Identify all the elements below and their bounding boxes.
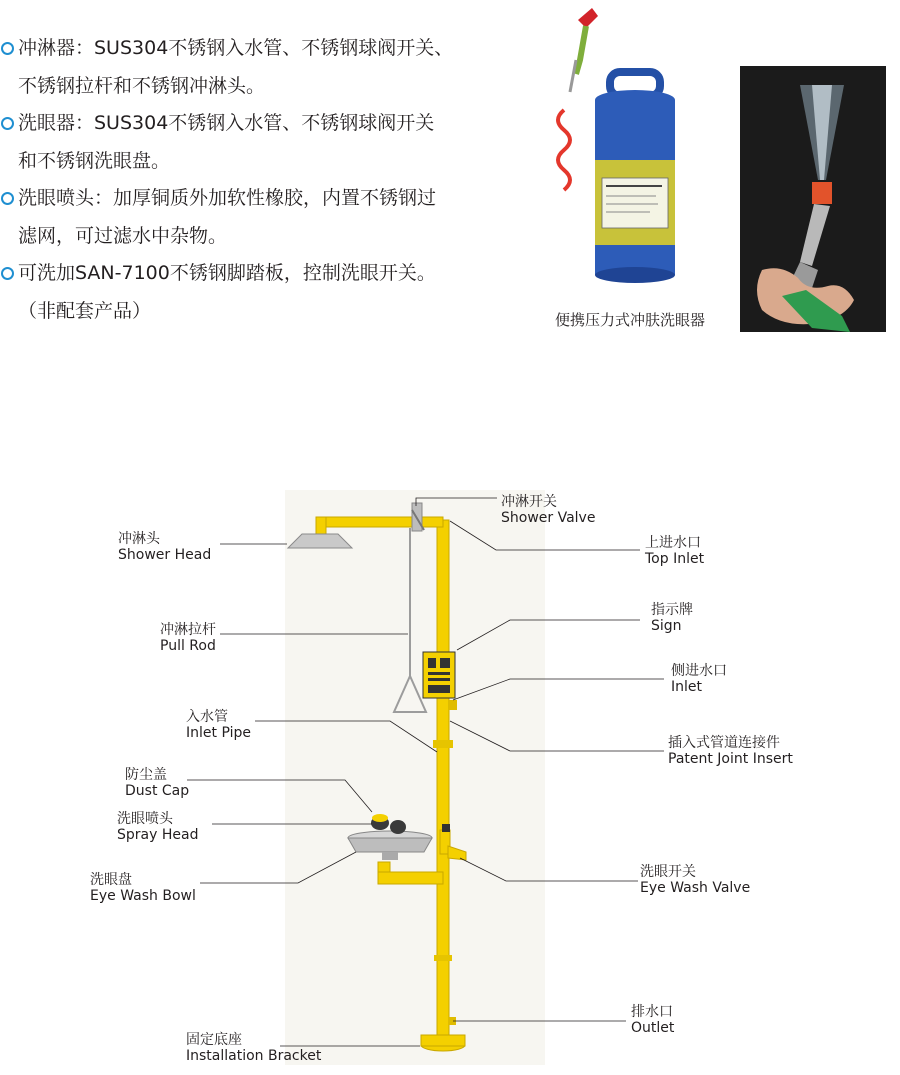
feature-line: 滤网，可过滤水中杂物。 <box>18 224 228 247</box>
label-en: Inlet <box>671 679 702 695</box>
spray-demo-photo <box>740 66 886 332</box>
label-en: Eye Wash Bowl <box>90 888 196 904</box>
label-en: Installation Bracket <box>186 1048 322 1064</box>
label-eye-wash-bowl <box>90 872 196 904</box>
bullet-circle-icon <box>1 192 14 205</box>
label-en: Spray Head <box>117 827 199 843</box>
feature-item <box>0 180 545 255</box>
label-spray-head <box>117 811 198 843</box>
label-patent-joint <box>668 735 793 767</box>
label-cn: 洗眼盘 <box>90 872 132 888</box>
label-sign <box>651 602 693 634</box>
label-cn: 防尘盖 <box>125 767 167 783</box>
feature-line: （非配套产品） <box>18 299 152 322</box>
label-en: Dust Cap <box>125 783 190 799</box>
label-cn: 侧进水口 <box>671 663 727 679</box>
feature-line: 不锈钢拉杆和不锈钢冲淋头。 <box>18 74 266 97</box>
label-cn: 入水管 <box>186 709 228 725</box>
label-en: Pull Rod <box>160 638 216 654</box>
feature-line: 和不锈钢洗眼盘。 <box>18 149 171 172</box>
sign-board <box>423 652 455 698</box>
bullet-circle-icon <box>1 42 14 55</box>
label-installation-bracket <box>186 1032 321 1064</box>
feature-item <box>0 105 545 180</box>
label-cn: 冲淋拉杆 <box>160 622 216 638</box>
label-en: Shower Valve <box>501 510 596 526</box>
bullet-circle-icon <box>1 267 14 280</box>
label-inlet <box>671 663 727 695</box>
feature-line: 洗眼器：SUS304不锈钢入水管、不锈钢球阀开关 <box>18 112 435 134</box>
label-en: Outlet <box>631 1020 675 1036</box>
label-cn: 排水口 <box>631 1004 673 1020</box>
label-eye-wash-valve <box>640 864 750 896</box>
label-en: Sign <box>651 618 682 634</box>
label-shower-valve <box>501 494 595 526</box>
label-cn: 洗眼开关 <box>640 864 696 880</box>
label-en: Inlet Pipe <box>186 725 251 741</box>
label-outlet <box>631 1004 674 1036</box>
feature-line: 洗眼喷头：加厚铜质外加软性橡胶，内置不锈钢过 <box>18 187 437 209</box>
label-en: Patent Joint Insert <box>668 751 793 767</box>
label-pull-rod <box>160 622 216 654</box>
label-en: Shower Head <box>118 547 212 563</box>
feature-line: 可洗加SAN-7100不锈钢脚踏板，控制洗眼开关。 <box>18 262 436 284</box>
portable-eyewash-photo <box>558 8 675 283</box>
label-cn: 上进水口 <box>645 535 701 551</box>
label-cn: 冲淋头 <box>118 531 160 547</box>
product-photos <box>550 0 900 340</box>
label-cn: 插入式管道连接件 <box>668 735 780 751</box>
label-en: Eye Wash Valve <box>640 880 751 896</box>
label-shower-head <box>118 531 211 563</box>
label-cn: 冲淋开关 <box>501 494 557 510</box>
label-en: Top Inlet <box>645 551 705 567</box>
feature-item <box>0 255 545 330</box>
photo-caption: 便携压力式冲肤洗眼器 <box>555 311 706 329</box>
label-cn: 洗眼喷头 <box>117 811 173 827</box>
feature-item <box>0 30 545 105</box>
label-top-inlet <box>645 535 704 567</box>
label-cn: 指示牌 <box>651 602 693 618</box>
feature-line: 冲淋器：SUS304不锈钢入水管、不锈钢球阀开关、 <box>18 37 454 59</box>
bullet-circle-icon <box>1 117 14 130</box>
side-inlet-fitting <box>449 700 457 710</box>
label-cn: 固定底座 <box>186 1032 242 1048</box>
label-inlet-pipe <box>186 709 251 741</box>
feature-list <box>0 30 545 330</box>
diagram-backdrop <box>285 490 545 1065</box>
label-dust-cap <box>125 767 189 799</box>
